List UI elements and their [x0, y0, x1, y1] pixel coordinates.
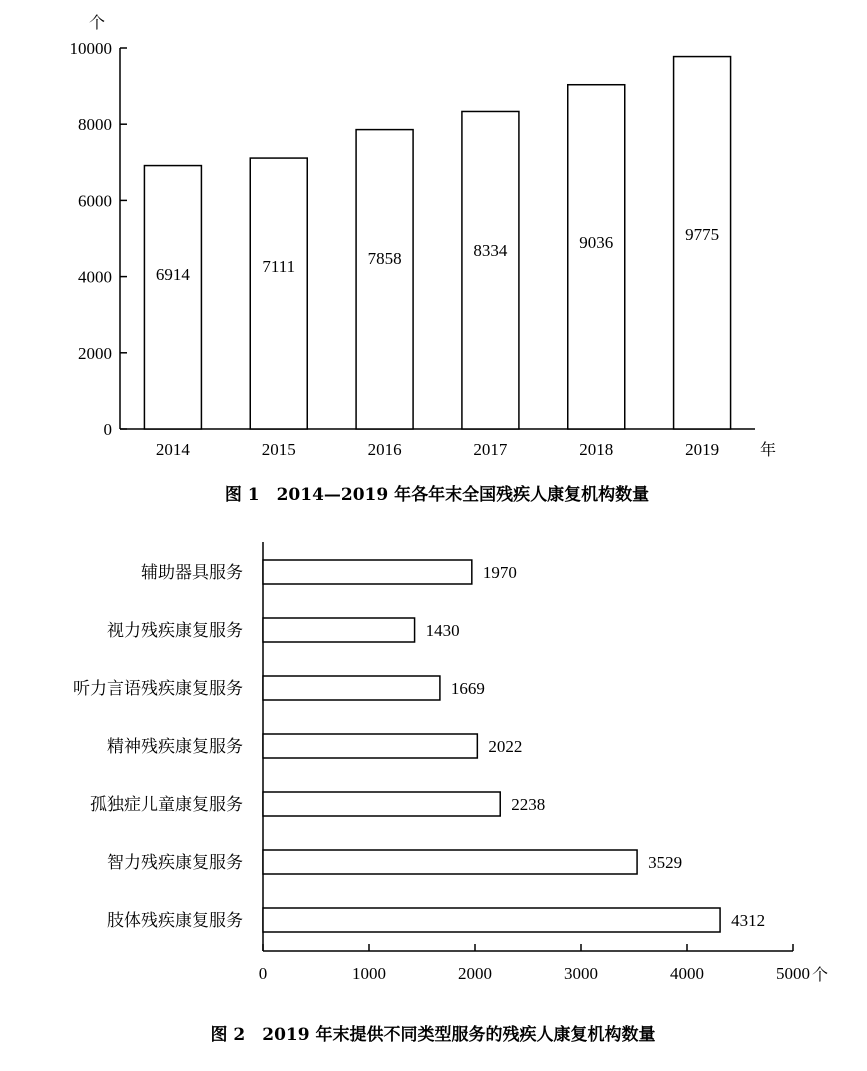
chart-1-data-label: 6914 — [155, 265, 190, 284]
chart-2-bar — [263, 792, 500, 816]
chart-2-category-label: 听力言语残疾康复服务 — [73, 679, 243, 699]
chart-1-y-tick-label: 6000 — [78, 191, 112, 211]
chart-1-bar — [250, 158, 307, 429]
chart-1-x-tick-label: 2015 — [261, 440, 296, 459]
chart-1-x-tick-label: 2017 — [473, 440, 508, 459]
chart-1-x-tick-label: 2019 — [685, 440, 720, 459]
chart-1-y-tick-label: 0 — [103, 420, 112, 439]
chart-2-caption: 图 2 2019 年末提供不同类型服务的残疾人康复机构数量 — [210, 1025, 656, 1045]
chart-1-x-unit: 年 — [759, 440, 777, 459]
chart-2-horizontal-bar — [73, 542, 828, 1045]
chart-2-category-label: 视力残疾康复服务 — [107, 621, 243, 641]
chart-1-y-tick-label: 2000 — [78, 343, 112, 363]
chart-1-data-label: 9036 — [579, 233, 614, 252]
chart-2-x-tick-label: 2000 — [458, 964, 492, 983]
chart-2-x-tick-label: 4000 — [670, 964, 704, 983]
chart-1-x-tick-label: 2014 — [155, 440, 190, 459]
chart-2-category-label: 孤独症儿童康复服务 — [90, 795, 243, 815]
chart-1-bar — [462, 111, 519, 429]
chart-2-x-tick-label: 0 — [258, 964, 268, 983]
chart-1-y-tick-label: 4000 — [78, 267, 112, 287]
chart-2-x-unit: 个 — [811, 965, 829, 984]
chart-1-x-tick-label: 2018 — [579, 440, 614, 459]
chart-1-bar — [356, 130, 413, 429]
chart-2-bar — [263, 560, 472, 584]
chart-2-category-label: 精神残疾康复服务 — [107, 737, 243, 757]
chart-2-x-tick-label: 5000 — [776, 964, 810, 983]
chart-1-y-unit: 个 — [88, 13, 106, 32]
chart-2-data-label: 2238 — [511, 795, 546, 814]
chart-2-data-label: 2022 — [488, 737, 523, 756]
chart-2-bar — [263, 618, 415, 642]
chart-1-data-label: 7111 — [262, 257, 296, 276]
chart-1-y-tick-label: 8000 — [78, 115, 112, 135]
chart-1-y-tick-label: 10000 — [69, 39, 112, 58]
chart-2-data-label: 1669 — [450, 679, 485, 698]
chart-2-x-tick-label: 1000 — [352, 964, 386, 983]
chart-2-category-label: 智力残疾康复服务 — [107, 853, 243, 873]
chart-1-bar — [568, 85, 625, 429]
chart-1-data-label: 7858 — [367, 249, 402, 268]
chart-2-bar — [263, 734, 477, 758]
chart-2-x-tick-label: 3000 — [564, 964, 598, 983]
chart-2-bar — [263, 850, 637, 874]
chart-1-x-tick-label: 2016 — [367, 440, 402, 459]
chart-1-data-label: 9775 — [685, 225, 720, 244]
chart-2-data-label: 1970 — [482, 563, 517, 582]
chart-2-data-label: 1430 — [425, 621, 460, 640]
chart-1-bar — [144, 166, 201, 429]
chart-2-bar — [263, 676, 440, 700]
chart-1-vertical-bar — [70, 13, 777, 505]
chart-2-category-label: 肢体残疾康复服务 — [107, 911, 243, 931]
chart-1-caption: 图 1 2014—2019 年各年末全国残疾人康复机构数量 — [224, 485, 650, 505]
chart-2-data-label: 4312 — [731, 911, 766, 930]
chart-2-category-label: 辅助器具服务 — [141, 563, 243, 583]
chart-1-data-label: 8334 — [473, 241, 508, 260]
chart-2-bar — [263, 908, 720, 932]
chart-2-data-label: 3529 — [648, 853, 683, 872]
